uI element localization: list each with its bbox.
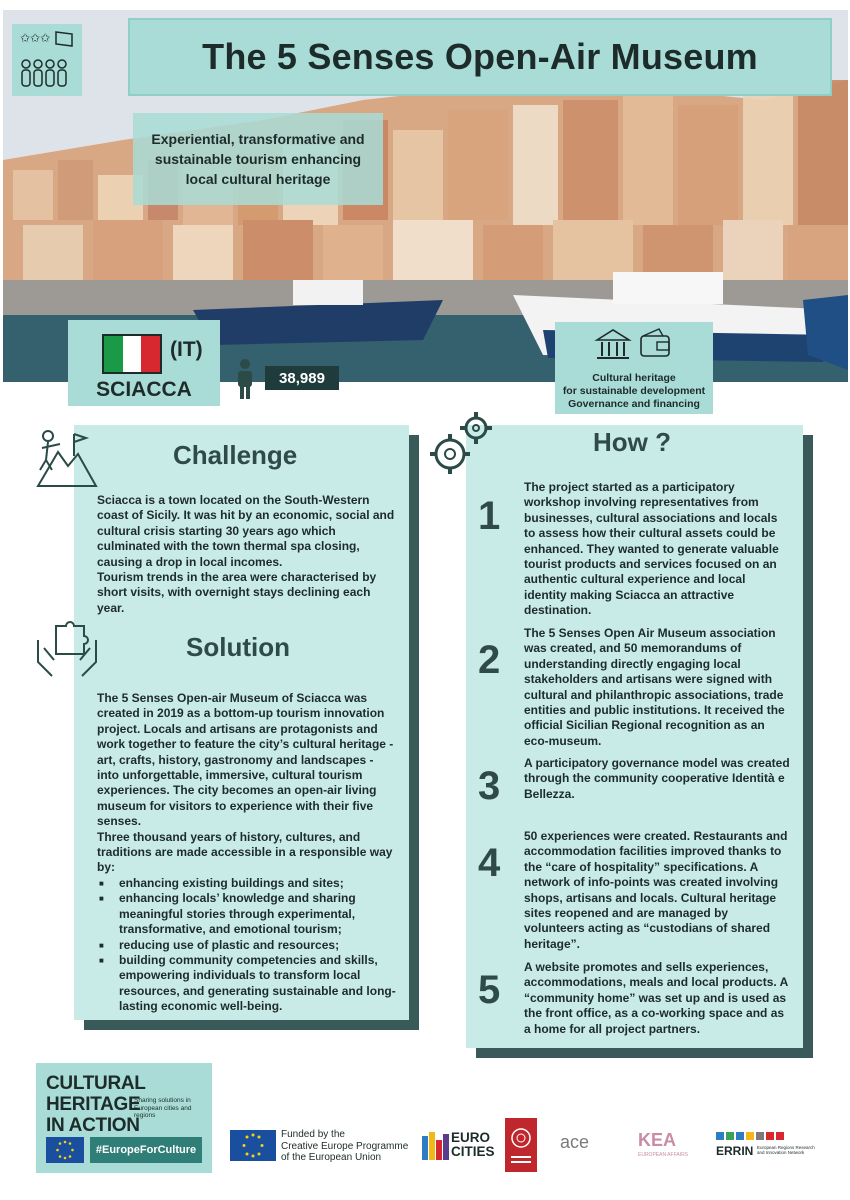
errin-logo-icon <box>716 1131 788 1141</box>
eu-flag-icon <box>230 1130 276 1161</box>
flag-stripe-red <box>141 336 160 372</box>
theme-line: Cultural heritage <box>592 372 676 384</box>
ace-logo: ace <box>560 1132 590 1152</box>
cultural-heritage-people-icon <box>12 24 82 96</box>
subtitle: Experiential, transformative and sustainable tourism enhancing local cultural heritage <box>151 131 365 187</box>
step-text: A website promotes and sells experiences, accommodations, meals and local products. A “community home” was set up and is used as the front office, as a co-working space and as a home for all project partners. <box>524 960 788 1036</box>
how-title: How ? <box>593 427 671 457</box>
step-text: 50 experiences were created. Restaurants and accommodation facilities improved thanks to the “care of hospitality” specifications. A network of info-points was created involving shops, artisans and locals. Cultural heritage sites reopened and are managed by volunteers acting as “custodians of shared heritage”. <box>524 829 788 951</box>
challenge-paragraph-2: Tourism trends in the area were characterised by short visits, with overnight stays declining each year. <box>97 570 377 615</box>
chia-title-line: CULTURAL HERITAGE <box>46 1073 146 1115</box>
challenge-text <box>97 493 397 616</box>
themes-badge <box>555 322 713 414</box>
step-text: The 5 Senses Open Air Museum association was created, and 50 memorandums of understanding directly engaging local stakeholders and artisans were signed with cultural and philanthropic associations, trade entities and public institutions. It received the official Sicilian Regional recognition as an eco-museum. <box>524 626 785 748</box>
hashtag-badge: #EuropeForCulture <box>90 1137 202 1163</box>
title-banner <box>130 20 830 94</box>
city-badge <box>68 320 220 406</box>
bullet-item: ■ enhancing existing buildings and sites; <box>97 876 397 891</box>
solution-paragraph-2: Three thousand years of history, cultures, and traditions are made accessible in a responsible way by: <box>97 829 393 875</box>
flag-stripe-white <box>123 336 142 372</box>
funded-line: Funded by the <box>281 1129 345 1140</box>
city-name: SCIACCA <box>96 378 192 401</box>
eurocities-text <box>451 1131 495 1159</box>
italy-flag-icon <box>102 334 162 374</box>
page-title: The 5 Senses Open-Air Museum <box>202 36 758 77</box>
chia-subtitle: Sharing solutions in European cities and regions <box>134 1097 192 1119</box>
svg-text:✩✩✩: ✩✩✩ <box>20 31 51 45</box>
challenge-paragraph-1: Sciacca is a town located on the South-Western coast of Sicily. It was hit by an economic, social and cultural crisis starting 30 years ago which culminated with the town thermal spa closing, causing a drop in local incomes. <box>97 493 395 569</box>
population-count: 38,989 <box>265 366 339 390</box>
solution-title: Solution <box>186 632 290 662</box>
subtitle-box <box>133 113 383 205</box>
theme-list <box>555 372 713 411</box>
person-icon <box>233 358 257 400</box>
bullet-item: ■ enhancing locals’ knowledge and sharing meaningful stories through experimental, transformative, and emotional tourism; <box>97 891 397 937</box>
cultural-heritage-in-action-logo <box>36 1063 212 1173</box>
step-number: 5 <box>478 968 501 1012</box>
climber-mountain-icon <box>34 426 100 490</box>
gears-icon <box>424 410 496 482</box>
theme-line: Governance and financing <box>568 398 700 410</box>
bullet-item: ■ reducing use of plastic and resources; <box>97 938 397 953</box>
eu-flag-icon <box>46 1137 84 1163</box>
heritage-and-wallet-icon <box>593 326 675 364</box>
kea-logo: KEA <box>638 1130 677 1150</box>
step-number: 1 <box>478 494 501 538</box>
funded-line: of the European Union <box>281 1152 382 1163</box>
hands-puzzle-icon <box>34 618 100 682</box>
solution-text <box>97 691 397 1015</box>
bullet-item: ■ building community competencies and skills, empowering individuals to transform local resources, and generating sustainable and long-lasting economic well-being. <box>97 953 397 1015</box>
kea-subtitle: EUROPEAN AFFAIRS <box>638 1152 689 1158</box>
errin-subtitle: European Regions Research and Innovation Network <box>757 1145 815 1155</box>
challenge-title: Challenge <box>173 440 298 470</box>
flag-stripe-green <box>104 336 123 372</box>
funded-line: Creative Europe Programme <box>281 1140 409 1152</box>
step-number: 4 <box>478 841 501 885</box>
europa-nostra-logo-icon <box>505 1118 537 1172</box>
country-code: (IT) <box>170 338 203 361</box>
step-text: The project started as a participatory workshop involving representatives from businesses, cultural associations and locals to assess how their cultural assets could be enhanced. They wanted to generate valuable tourist products and services focused on an authentic cultural experience and local identity making Sciacca an attractive destination. <box>524 480 779 618</box>
errin-logo: ERRIN <box>716 1144 754 1158</box>
funded-by-text <box>281 1129 408 1164</box>
step-number: 3 <box>478 764 501 808</box>
chia-title-line: IN ACTION <box>46 1115 140 1136</box>
eurocities-line: CITIES <box>451 1144 495 1159</box>
eurocities-line: EURO <box>451 1130 491 1145</box>
theme-line: for sustainable development <box>562 385 706 397</box>
step-number: 2 <box>478 638 501 682</box>
solution-bullet-list <box>97 876 397 1015</box>
step-text: A participatory governance model was created through the community cooperative Identità e Bellezza. <box>524 756 790 801</box>
solution-paragraph-1: The 5 Senses Open-air Museum of Sciacca was created in 2019 as a bottom-up tourism innovation project. Locals and artisans are protagonists and work together to feature the city’s cultural heritage - art, crafts, history, gastronomy and landscapes - into unforgettable, immersive, cultural tourism experiences. The city becomes an open-air living museum for visitors to experience with their five senses. <box>97 691 394 829</box>
